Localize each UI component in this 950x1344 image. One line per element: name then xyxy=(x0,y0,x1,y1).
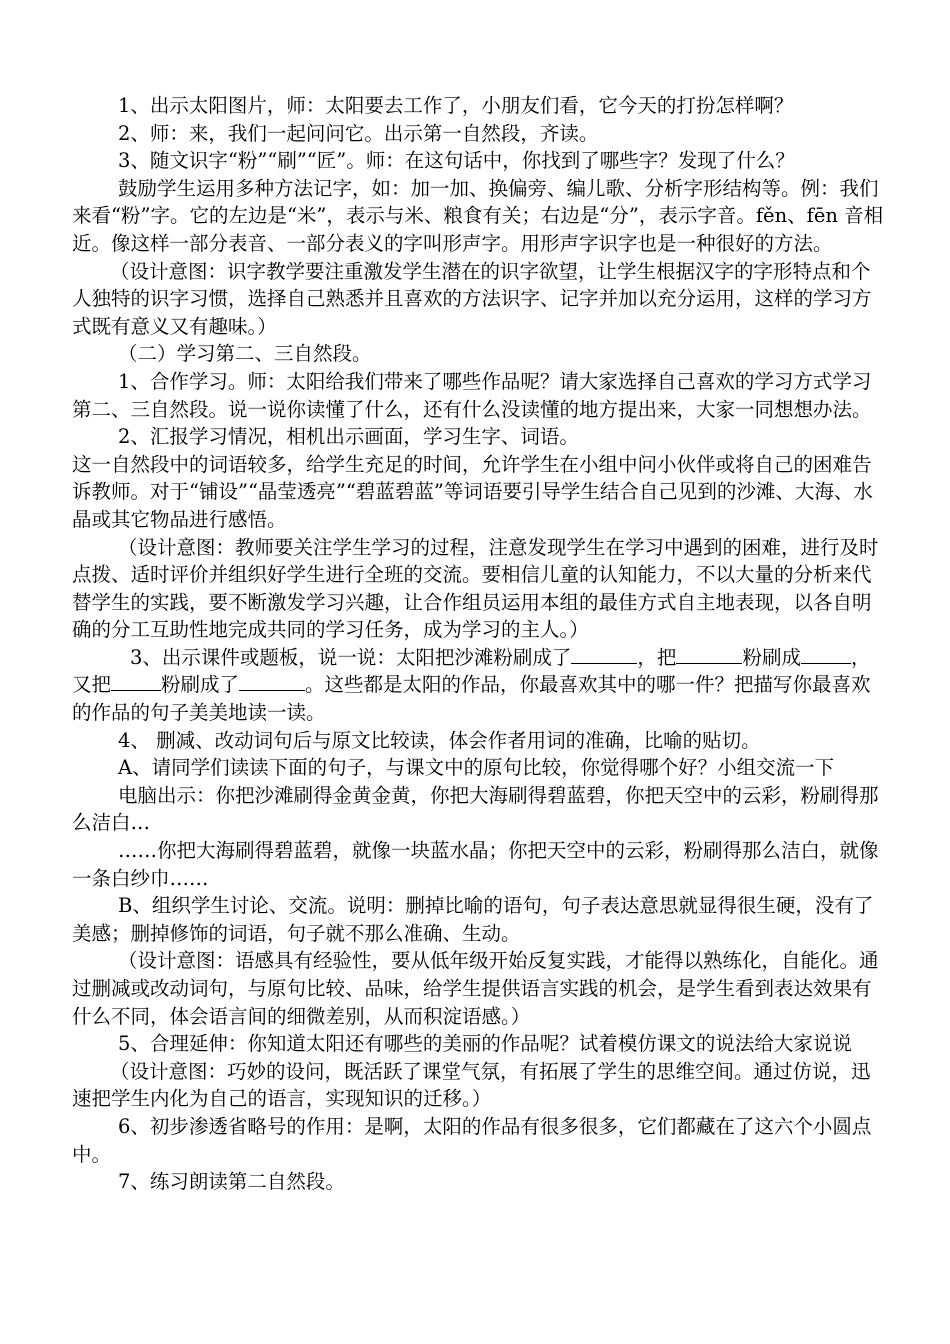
paragraph-step-5: 5、合理延伸：你知道太阳还有哪些的美丽的作品呢？试着模仿课文的说法给大家说说 xyxy=(118,1032,852,1056)
paragraph-cooperative-learning: 1、合作学习。师：太阳给我们带来了哪些作品呢？请大家选择自己喜欢的学习方式学习第二、三自然段。说一说你读懂了什么，还有什么没读懂的地方提出来，大家一同想想办法。 xyxy=(72,369,872,421)
paragraph-fill-in-blanks xyxy=(72,644,888,727)
paragraph-computer-display: 电脑出示：你把沙滩刷得金黄金黄，你把大海刷得碧蓝碧，你把天空中的云彩，粉刷得那么洁白… xyxy=(72,783,879,835)
blank-5 xyxy=(239,672,305,691)
paragraph-original-sentence: ……你把大海刷得碧蓝碧，就像一块蓝水晶；你把天空中的云彩，粉刷得那么洁白，就像一条白纱巾…… xyxy=(72,839,879,890)
paragraph-design-intent-3: （设计意图：语感具有经验性，要从低年级开始反复实践，才能得以熟练化，自能化。通过删减或改动词句，与原句比较、品味，给学生提供语言实践的机会，是学生看到表达效果有什么不同，体会语言间的细微差别，从而积淀语感。） xyxy=(72,949,879,1028)
paragraph-compare-sentences: A、请同学们读读下面的句子，与课文中的原句比较，你觉得哪个好？小组交流一下 xyxy=(118,756,835,780)
fill-text-2: ，把 xyxy=(637,645,677,669)
paragraph-design-intent-4: （设计意图：巧妙的设问，既活跃了课堂气氛，有拓展了学生的思维空间。通过仿说，迅速把学生内化为自己的语言，实现知识的迁移。） xyxy=(72,1059,871,1111)
paragraph-step-1: 1、出示太阳图片，师：太阳要去工作了，小朋友们看，它今天的打扮怎样啊？ xyxy=(118,94,794,117)
paragraph-discussion: B、组织学生讨论、交流。说明：删掉比喻的语句，句子表达意思就显得很生硬，没有了美感；删掉修饰的词语，句子就不那么准确、生动。 xyxy=(72,894,874,945)
blank-3 xyxy=(801,645,851,664)
fill-text-6: 。这些都是太阳的作品，你最喜欢其中的哪一件？把描写你最喜欢的作品的句子美美地读一读。 xyxy=(72,673,871,725)
fill-text-1: 3、出示课件或题板，说一说：太阳把沙滩粉刷成了 xyxy=(130,645,572,669)
paragraph-step-7: 7、练习朗读第二自然段。 xyxy=(118,1170,345,1194)
paragraph-report-learning: 2、汇报学习情况，相机出示画面，学习生字、词语。 xyxy=(118,425,579,449)
fill-text-4: ，又把 xyxy=(72,645,871,697)
fill-text-5: 粉刷成了 xyxy=(161,673,240,697)
blank-4 xyxy=(111,672,161,691)
fill-text-3: 粉刷成 xyxy=(742,645,801,669)
paragraph-character-methods: 鼓励学生运用多种方法记字，如：加一加、换偏旁、编儿歌、分析字形结构等。例：我们来看“粉”字。它的左边是“米”，表示与米、粮食有关；右边是“分”，表示字音。fěn、fēn 音相近。像这样一部分表音、一部分表义的字叫形声字。用形声字识字也是一种很好的方法。 xyxy=(72,176,884,255)
paragraph-step-2: 2、师：来，我们一起问问它。出示第一自然段，齐读。 xyxy=(118,121,599,145)
paragraph-vocabulary-note: 这一自然段中的词语较多，给学生充足的时间，允许学生在小组中问小伙伴或将自己的困难告诉教师。对于“铺设”“晶莹透亮”“碧蓝碧蓝”等词语要引导学生结合自己见到的沙滩、大海、水晶或其它物品进行感悟。 xyxy=(72,452,873,531)
paragraph-design-intent-1: （设计意图：识字教学要注重激发学生潜在的识字欲望，让学生根据汉字的字形特点和个人独特的识字习惯，选择自己熟悉并且喜欢的方法识字、记字并加以充分运用，这样的学习方式既有意义又有趣味。） xyxy=(72,259,872,338)
blank-1 xyxy=(571,645,637,664)
blank-2 xyxy=(676,645,742,664)
paragraph-design-intent-2: （设计意图：教师要关注学生学习的过程，注意发现学生在学习中遇到的困难，进行及时点拨、适时评价并组织好学生进行全班的交流。要相信儿童的认知能力，不以大量的分析来代替学生的实践，要不断激发学习兴趣，让合作组员运用本组的最佳方式自主地表现，以各自明确的分工互助性地完成共同的学习任务，成为学习的主人。） xyxy=(72,535,879,642)
paragraph-step-6: 6、初步渗透省略号的作用：是啊，太阳的作品有很多很多，它们都藏在了这六个小圆点中。 xyxy=(72,1114,872,1166)
paragraph-step-4: 4、 删减、改动词句后与原文比较读，体会作者用词的准确，比喻的贴切。 xyxy=(118,728,761,752)
paragraph-step-3: 3、随文识字“粉”“刷”“匠”。师：在这句话中，你找到了哪些字？发现了什么？ xyxy=(118,149,795,173)
section-heading-2-3: （二）学习第二、三自然段。 xyxy=(118,342,372,366)
